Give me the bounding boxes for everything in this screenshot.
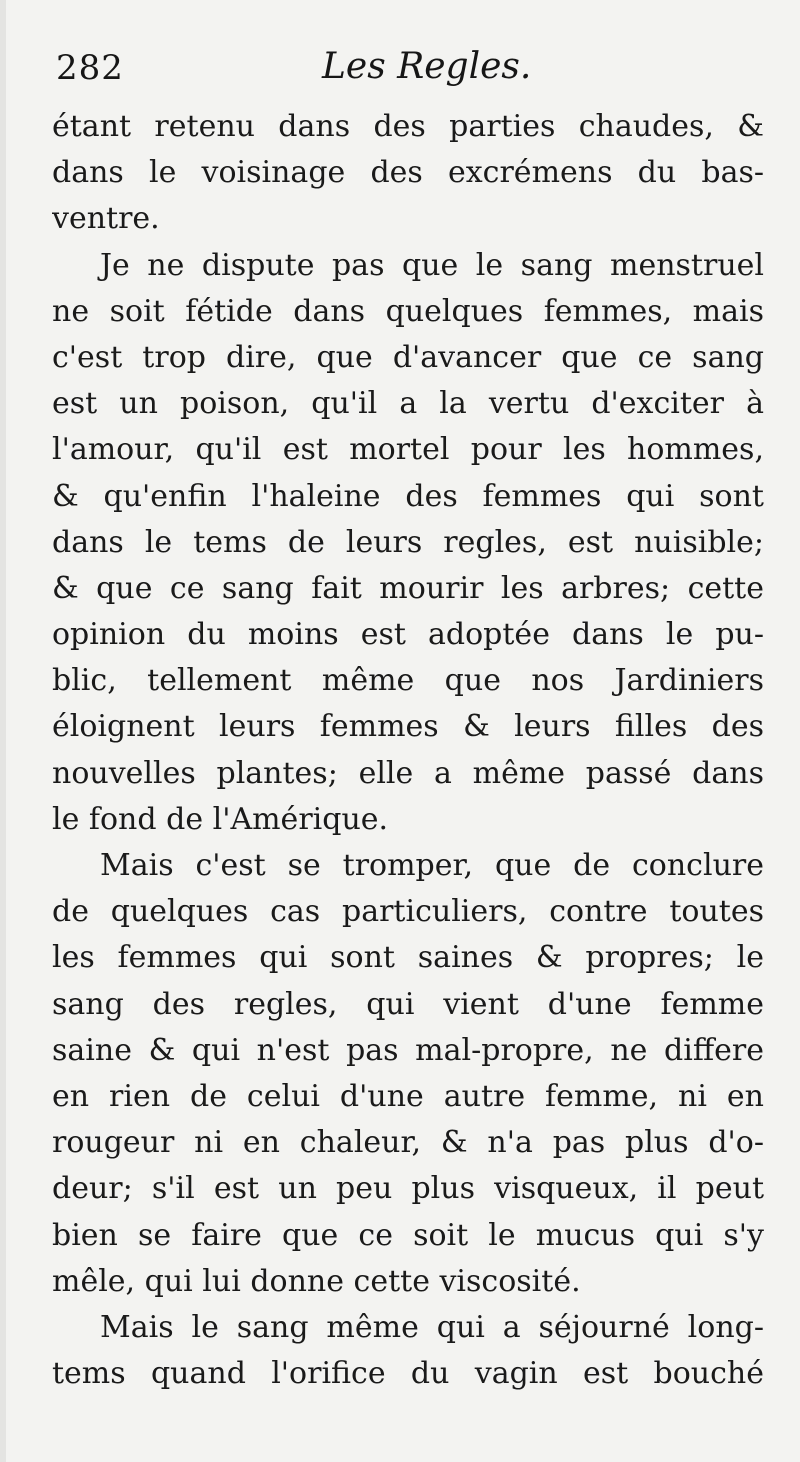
- text-line: nouvelles plantes; elle a même passé dans: [52, 755, 764, 791]
- text-line: & qu'enfin l'haleine des femmes qui sont: [52, 478, 764, 514]
- text-line: deur; s'il est un peu plus visqueux, il peut: [52, 1171, 764, 1207]
- text-line: blic, tellement même que nos Jardiniers: [52, 663, 764, 699]
- text-line: dans le tems de leurs regles, est nuisible;: [52, 524, 764, 560]
- text-line: ne soit fétide dans quelques femmes, mais: [52, 293, 764, 329]
- paragraph-start-line: Mais c'est se tromper, que de conclure: [100, 848, 764, 883]
- text-line: dans le voisinage des excrémens du bas-: [52, 155, 764, 191]
- paragraph-start-line: Mais le sang même qui a séjourné long-: [100, 1309, 764, 1345]
- text-line: rougeur ni en chaleur, & n'a pas plus d'o-: [52, 1125, 764, 1161]
- text-line: saine & qui n'est pas mal-propre, ne differe: [52, 1032, 764, 1068]
- body-text: [52, 104, 764, 1397]
- text-line: & que ce sang fait mourir les arbres; cette: [52, 570, 764, 606]
- text-line: c'est trop dire, que d'avancer que ce sang: [52, 339, 764, 375]
- text-line: mêle, qui lui donne cette viscosité.: [52, 1263, 581, 1299]
- page-number: 282: [56, 48, 124, 88]
- text-line: les femmes qui sont saines & propres; le: [52, 940, 764, 976]
- paragraph-start-line: Je ne dispute pas que le sang menstruel: [100, 247, 764, 283]
- text-line: tems quand l'orifice du vagin est bouché: [52, 1356, 764, 1392]
- text-line: étant retenu dans des parties chaudes, &: [52, 109, 764, 144]
- text-line: ventre.: [52, 201, 160, 237]
- running-head: Les Regles.: [322, 46, 532, 87]
- text-line: le fond de l'Amérique.: [52, 801, 389, 837]
- text-line: l'amour, qu'il est mortel pour les hommes,: [52, 432, 764, 468]
- text-line: est un poison, qu'il a la vertu d'exciter à: [52, 386, 764, 422]
- text-line: opinion du moins est adoptée dans le pu-: [52, 617, 764, 653]
- text-line: bien se faire que ce soit le mucus qui s'y: [52, 1217, 764, 1253]
- text-line: sang des regles, qui vient d'une femme: [52, 986, 764, 1022]
- text-line: éloignent leurs femmes & leurs filles des: [52, 709, 764, 745]
- text-line: en rien de celui d'une autre femme, ni en: [52, 1078, 764, 1114]
- text-line: de quelques cas particuliers, contre toutes: [52, 894, 764, 930]
- page-header: [50, 38, 750, 98]
